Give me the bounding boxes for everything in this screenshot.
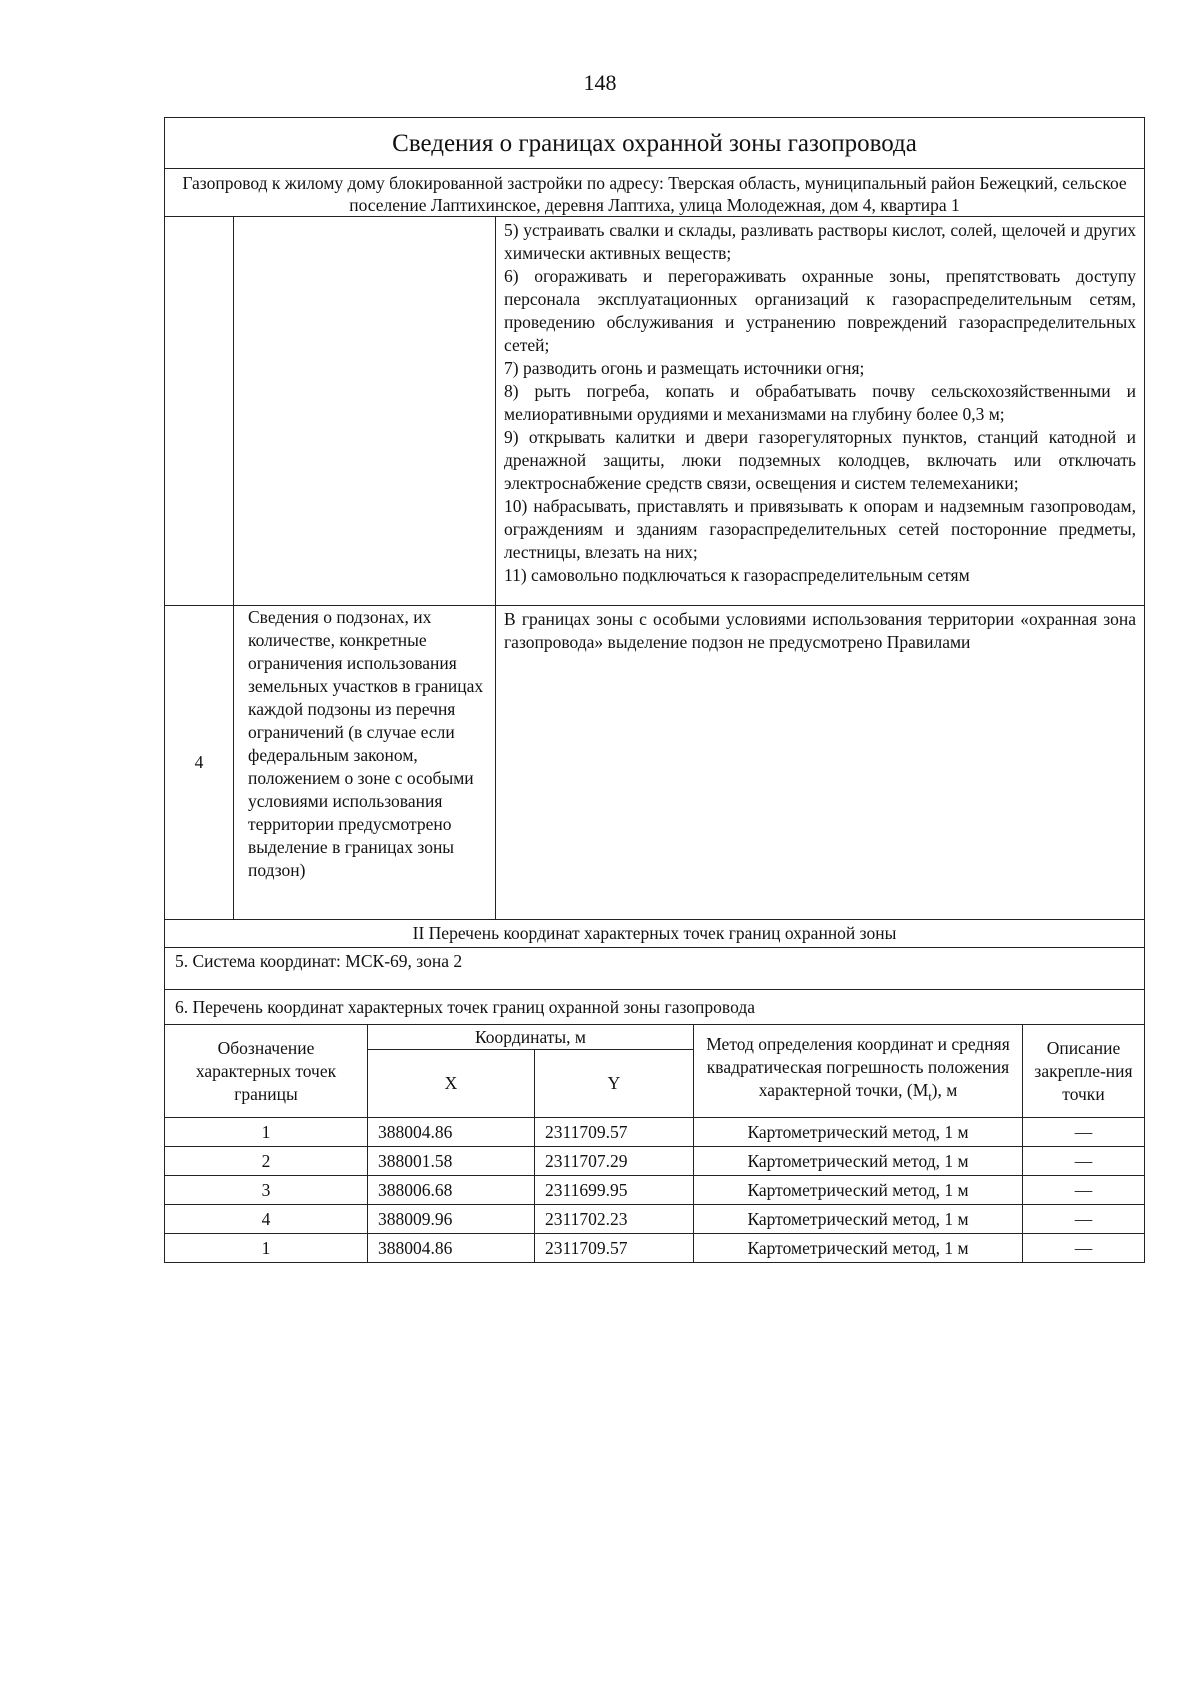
table-row xyxy=(165,1205,1145,1234)
y-cell: 2311702.23 xyxy=(535,1205,694,1234)
coordinates-table xyxy=(164,1025,1145,1263)
zone-info-sheet xyxy=(164,117,1144,1263)
coordinate-system: 5. Система координат: МСК-69, зона 2 xyxy=(165,948,1145,990)
point-cell: 3 xyxy=(165,1176,368,1205)
coordinate-list-title: 6. Перечень координат характерных точек границ охранной зоны газопровода xyxy=(165,990,1145,1025)
document-title: Сведения о границах охранной зоны газопровода xyxy=(165,118,1145,169)
x-cell: 388004.86 xyxy=(368,1118,535,1147)
zone-info-table xyxy=(164,117,1145,1025)
table-row xyxy=(165,1176,1145,1205)
description-cell: — xyxy=(1023,1234,1145,1263)
method-cell: Картометрический метод, 1 м xyxy=(694,1176,1023,1205)
restriction-item: 8) рыть погреба, копать и обрабатывать почву сельскохозяйственными и мелиоративными орудиями и механизмами на глубину более 0,3 м; xyxy=(504,381,1137,424)
method-header: Метод определения координат и средняя квадратическая погрешность положения характерной точки, $(M_t)$, м xyxy=(694,1025,1023,1118)
description-cell: — xyxy=(1023,1147,1145,1176)
object-address: Газопровод к жилому дому блокированной застройки по адресу: Тверская область, муниципальный район Бежецкий, сельское поселение Лаптихинское, деревня Лаптиха, улица Молодежная, дом 4, квартира 1 xyxy=(165,169,1145,217)
method-cell: Картометрический метод, 1 м xyxy=(694,1147,1023,1176)
description-cell: — xyxy=(1023,1176,1145,1205)
point-cell: 4 xyxy=(165,1205,368,1234)
coordinates-header: Координаты, м xyxy=(368,1025,694,1050)
subzones-label: Сведения о подзонах, их количестве, конкретные ограничения использования земельных участков в границах каждой подзоны из перечня ограничений (в случае если федеральным законом, положением о зоне с особыми условиями использования территории предусмотрено выделение в границах зоны подзон) xyxy=(234,606,496,920)
subzones-value: В границах зоны с особыми условиями использования территории «охранная зона газопровода» выделение подзон не предусмотрено Правилами xyxy=(496,606,1145,920)
restriction-item: 10) набрасывать, приставлять и привязывать к опорам и надземным газопроводам, ограждениям и зданиям газораспределительных сетей посторонние предметы, лестницы, влезать на них; xyxy=(504,496,1137,562)
description-header: Описание закрепле-ния точки xyxy=(1023,1025,1145,1118)
row-label-empty xyxy=(234,217,496,606)
table-row xyxy=(165,1118,1145,1147)
restriction-item: 5) устраивать свалки и склады, разливать растворы кислот, солей, щелочей и других химически активных веществ; xyxy=(504,220,1137,263)
description-cell: — xyxy=(1023,1118,1145,1147)
y-cell: 2311707.29 xyxy=(535,1147,694,1176)
section-2-title: II Перечень координат характерных точек границ охранной зоны xyxy=(165,920,1145,948)
table-row xyxy=(165,1234,1145,1263)
restriction-item: 7) разводить огонь и размещать источники огня; xyxy=(504,358,865,378)
x-cell: 388009.96 xyxy=(368,1205,535,1234)
point-cell: 2 xyxy=(165,1147,368,1176)
row-number: 4 xyxy=(165,606,234,920)
restrictions-list xyxy=(496,217,1145,606)
point-cell: 1 xyxy=(165,1118,368,1147)
y-cell: 2311709.57 xyxy=(535,1118,694,1147)
restriction-item: 9) открывать калитки и двери газорегуляторных пунктов, станций катодной и дренажной защиты, люки подземных колодцев, включать или отключать электроснабжение средств связи, освещения и систем телемеханики; xyxy=(504,427,1137,493)
method-cell: Картометрический метод, 1 м xyxy=(694,1205,1023,1234)
x-header: X xyxy=(368,1050,535,1118)
y-cell: 2311699.95 xyxy=(535,1176,694,1205)
y-header: Y xyxy=(535,1050,694,1118)
description-cell: — xyxy=(1023,1205,1145,1234)
point-cell: 1 xyxy=(165,1234,368,1263)
method-cell: Картометрический метод, 1 м xyxy=(694,1118,1023,1147)
y-cell: 2311709.57 xyxy=(535,1234,694,1263)
method-cell: Картометрический метод, 1 м xyxy=(694,1234,1023,1263)
page-number: 148 xyxy=(583,70,617,95)
x-cell: 388004.86 xyxy=(368,1234,535,1263)
x-cell: 388001.58 xyxy=(368,1147,535,1176)
row-number-empty xyxy=(165,217,234,606)
table-row xyxy=(165,1147,1145,1176)
restriction-item: 6) огораживать и перегораживать охранные зоны, препятствовать доступу персонала эксплуатационных организаций к газораспределительным сетям, проведению обслуживания и устранению повреждений газораспределительных сетей; xyxy=(504,266,1137,355)
x-cell: 388006.68 xyxy=(368,1176,535,1205)
point-header: Обозначение характерных точек границы xyxy=(165,1025,368,1118)
restriction-item: 11) самовольно подключаться к газораспределительным сетям xyxy=(504,565,970,585)
